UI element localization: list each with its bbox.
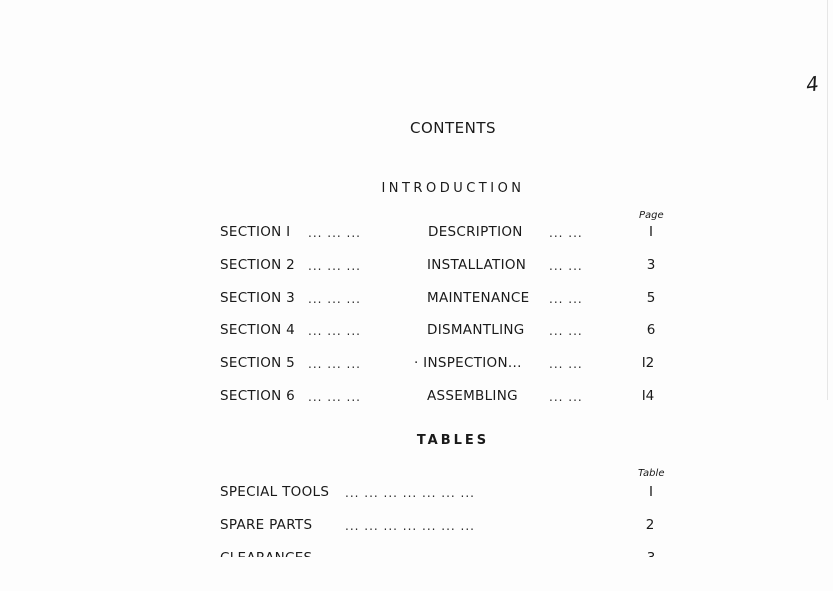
section-title: DISMANTLING	[427, 322, 525, 338]
section-title: INSTALLATION	[427, 257, 527, 273]
leader-dots: ... ... ...	[308, 226, 361, 240]
section-title: MAINTENANCE	[427, 290, 530, 306]
page-column-label: Page	[639, 210, 664, 221]
section-label: SECTION I	[220, 224, 291, 240]
leader-dots: ... ...	[549, 324, 583, 338]
page-number: I4	[641, 388, 655, 404]
table-number: 2	[645, 517, 655, 533]
leader-dots: ... ... ...	[308, 259, 361, 273]
table-title: SPARE PARTS	[220, 517, 313, 533]
leader-dots: ... ...	[549, 357, 583, 371]
scan-crop-edge	[200, 557, 700, 591]
section-label: SECTION 6	[220, 388, 296, 404]
section-title: ASSEMBLING	[427, 388, 518, 404]
leader-dots: ... ... ...	[308, 292, 361, 306]
page-number: 5	[646, 290, 656, 306]
page-number: 3	[646, 257, 656, 273]
page-edge	[827, 0, 828, 400]
section-label: SECTION 2	[220, 257, 296, 273]
section-label: SECTION 5	[220, 355, 296, 371]
page-number: I2	[641, 355, 655, 371]
introduction-heading: INTRODUCTION	[381, 181, 525, 196]
leader-dots: ... ... ... ... ... ... ...	[345, 519, 475, 533]
leader-dots: ... ... ...	[308, 357, 361, 371]
section-label: SECTION 3	[220, 290, 296, 306]
table-number: I	[649, 484, 653, 500]
page-number: 6	[646, 322, 656, 338]
section-title: · INSPECTION...	[414, 355, 522, 371]
section-label: SECTION 4	[220, 322, 296, 338]
leader-dots: ... ...	[549, 259, 583, 273]
leader-dots: ... ...	[549, 390, 583, 404]
leader-dots: ... ... ...	[308, 390, 361, 404]
page-number-mark: 4	[804, 71, 821, 97]
table-title: SPECIAL TOOLS	[220, 484, 330, 500]
leader-dots: ... ... ... ... ... ... ...	[345, 486, 475, 500]
leader-dots: ... ...	[549, 292, 583, 306]
tables-heading: TABLES	[416, 433, 490, 448]
leader-dots: ... ...	[549, 226, 583, 240]
table-column-label: Table	[638, 468, 665, 479]
contents-title: CONTENTS	[409, 119, 497, 137]
page-number: I	[649, 224, 653, 240]
section-title: DESCRIPTION	[428, 224, 523, 240]
leader-dots: ... ... ...	[308, 324, 361, 338]
